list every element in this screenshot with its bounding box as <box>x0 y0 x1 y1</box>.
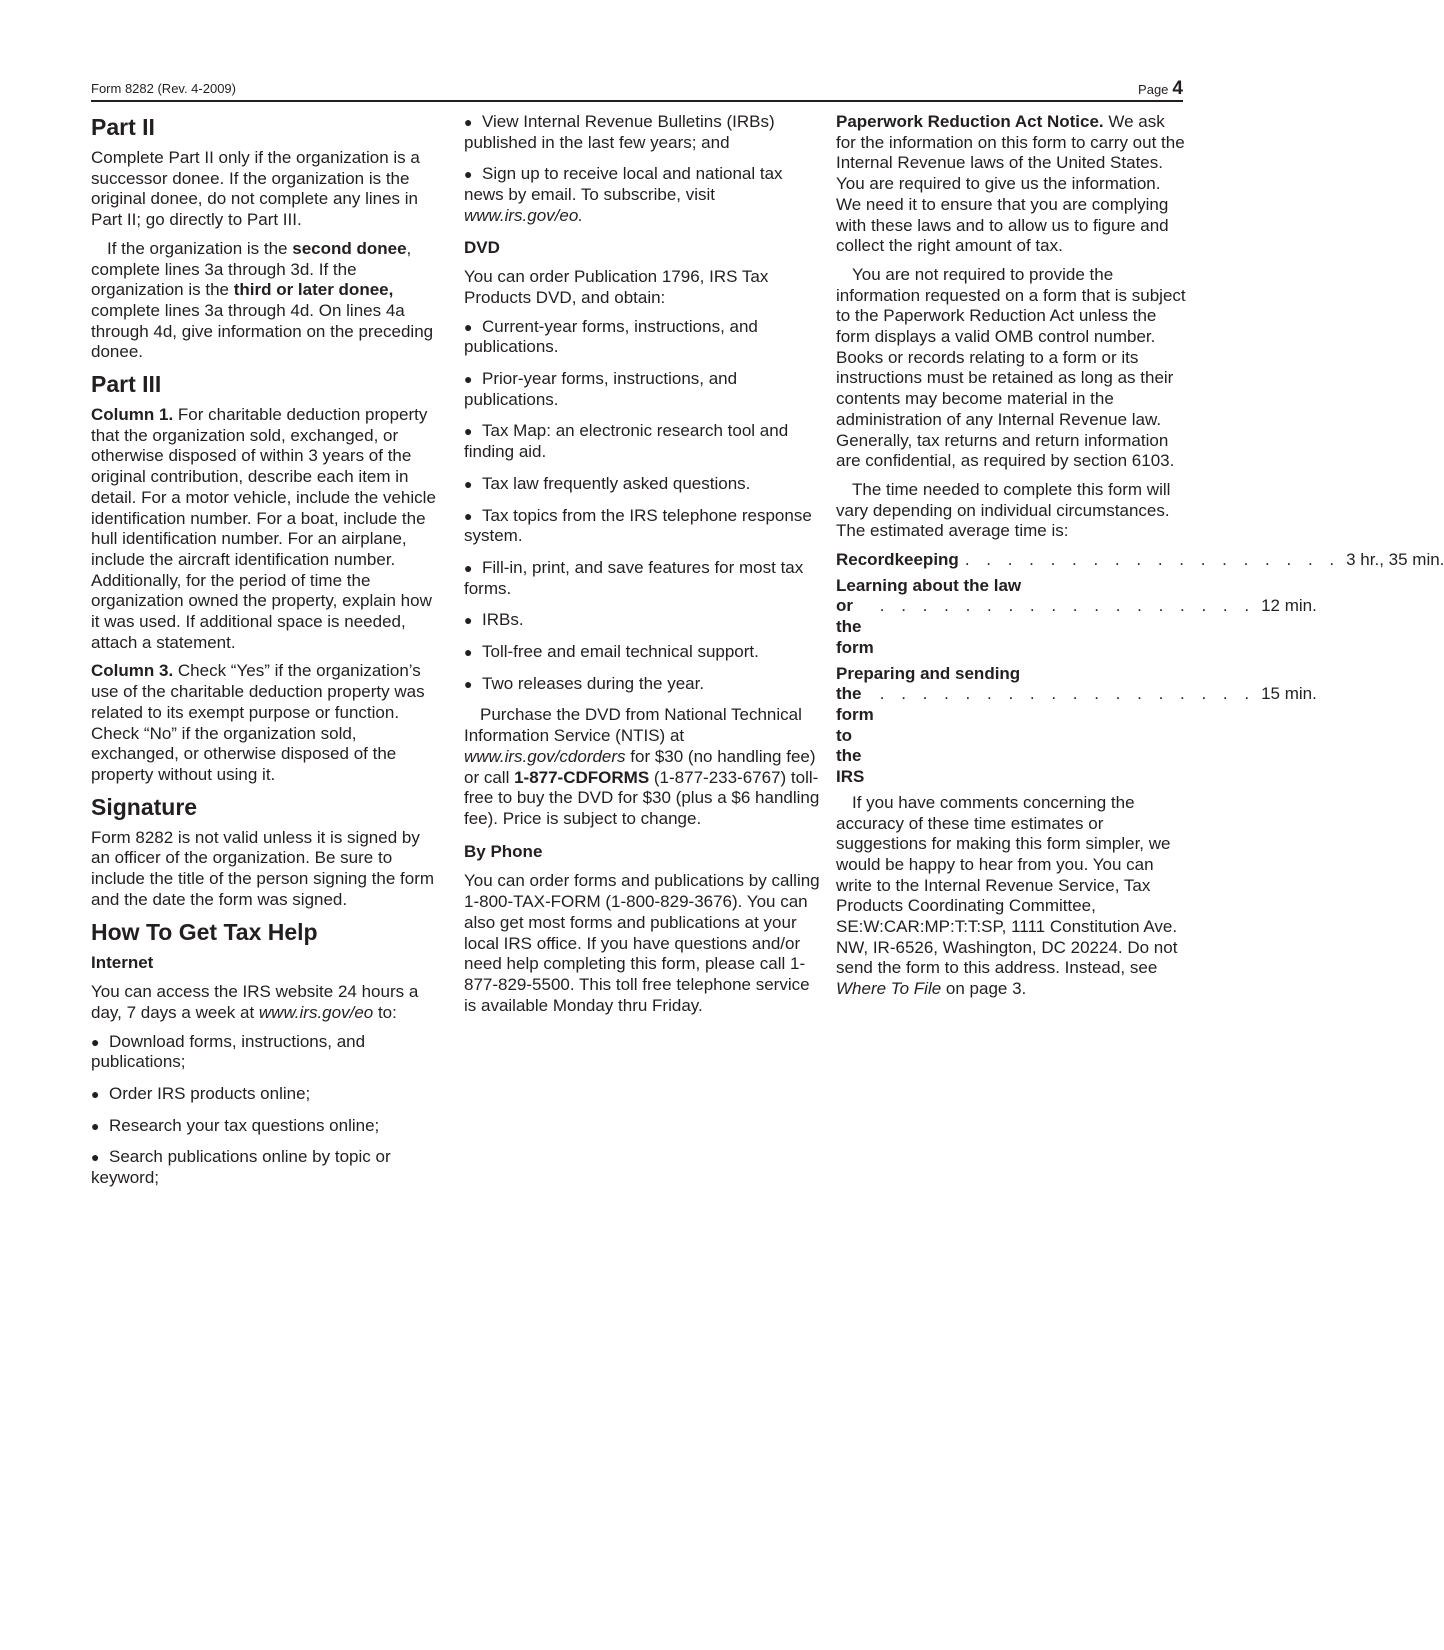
signature-title: Signature <box>91 793 198 820</box>
irs-eo-link[interactable]: www.irs.gov/eo <box>258 1002 374 1022</box>
bullet-icon: ● <box>91 1086 100 1103</box>
bullet-icon: ● <box>464 559 473 576</box>
phone-title: By Phone <box>464 841 543 861</box>
bullet-icon: ● <box>464 166 473 183</box>
list-item: ● Sign up to receive local and national tax news by email. To subscribe, visit www.irs.gov/eo. <box>464 164 783 225</box>
bullet-icon: ● <box>464 612 473 629</box>
bullet-icon: ● <box>464 675 473 692</box>
list-item: ● Research your tax questions online; <box>91 1115 380 1135</box>
part2-p2: If the organization is the second donee, complete lines 3a through 3d. If the organization is the third or later donee, complete lines 3a through 4d. On lines 4a through 4d, give information on the preceding donee. <box>91 238 434 362</box>
irs-eo-subscribe-link[interactable]: www.irs.gov/eo. <box>464 205 584 225</box>
part3-column3: Column 3. Check “Yes” if the organization’s use of the charitable deduction property was related to its exempt purpose or function. Check “No” if the organization sold, exchanged, or otherwise disposed of the property without using it. <box>91 661 425 784</box>
leader-dots: . . . . . . . . . . . . . . . . . . <box>964 550 1341 570</box>
list-item: ● Two releases during the year. <box>464 673 705 693</box>
column-1 <box>91 112 441 1200</box>
bullet-icon: ● <box>464 423 473 440</box>
page-number: Page 4 <box>1138 78 1183 99</box>
list-item: ● Search publications online by topic or keyword; <box>91 1147 391 1188</box>
list-item: ● Toll-free and email technical support. <box>464 642 759 662</box>
bullet-icon: ● <box>91 1117 100 1134</box>
paperwork-p2: You are not required to provide the information requested on a form that is subject to the Paperwork Reduction Act unless the form displays a valid OMB control number. Books or records relating to a form or its instructions must be retained as long as their contents may become material in the administration of any Internal Revenue law. Generally, tax returns and return information are confidential, as required by section 6103. <box>836 264 1186 471</box>
leader-dots: . . . . . . . . . . . . . . . . . . <box>879 596 1256 616</box>
time-row-recordkeeping: Recordkeeping . . . . . . . . . . . . . . . . . . 3 hr., 35 min. <box>836 550 1444 570</box>
list-item: ● Prior-year forms, instructions, and publications. <box>464 369 738 409</box>
bullet-icon: ● <box>464 475 473 492</box>
paperwork-p4: If you have comments concerning the accuracy of these time estimates or suggestions for making this form simpler, we would be happy to hear from you. You can write to the Internal Revenue Service, Tax Products Coordinating Committee, SE:W:CAR:MP:T:T:SP, 1111 Constitution Ave. NW, IR-6526, Washington, DC 20224. Do not send the form to this address. Instead, see Where To File on page 3. <box>836 792 1178 999</box>
column-2 <box>464 112 822 1024</box>
list-item: ● View Internal Revenue Bulletins (IRBs) published in the last few years; and <box>464 112 775 152</box>
list-item: ● Tax topics from the IRS telephone response system. <box>464 505 812 546</box>
form-id: Form 8282 (Rev. 4-2009) <box>91 81 236 96</box>
signature-text: Form 8282 is not valid unless it is signed by an officer of the organization. Be sure to include the title of the person signing the form and the date the form was signed. <box>91 827 435 909</box>
internet-list <box>91 1032 441 1189</box>
part3-title: Part III <box>91 371 162 398</box>
page-header <box>91 78 1183 102</box>
phone-text: You can order forms and publications by calling 1-800-TAX-FORM (1-800-829-3676). You can also get most forms and publications at your local IRS office. If you have questions and/or need help completing this form, please call 1-877-829-5500. This toll free telephone service is available Monday thru Friday. <box>464 871 820 1015</box>
dvd-purchase: Purchase the DVD from National Technical Information Service (NTIS) at www.irs.gov/cdorders for $30 (no handling fee) or call 1-877-CDFORMS (1-877-233-6767) toll-free to buy the DVD for $30 (plus a $6 handling fee). Price is subject to change. <box>464 705 820 828</box>
paperwork-p1: Paperwork Reduction Act Notice. We ask for the information on this form to carry out the Internal Revenue laws of the United States. You are required to give us the information. We need it to ensure that you are complying with these laws and to allow us to figure and collect the right amount of tax. <box>836 112 1185 256</box>
internet-intro: You can access the IRS website 24 hours a day, 7 days a week at www.irs.gov/eo to: <box>91 982 419 1022</box>
tax-help-title: How To Get Tax Help <box>91 918 318 945</box>
part2-title: Part II <box>91 114 155 140</box>
paperwork-p3: The time needed to complete this form will vary depending on individual circumstances. The estimated average time is: <box>836 479 1171 541</box>
time-row-preparing: Preparing and sending the form to the IRS . . . . . . . . . . . . . . . . . . 15 min. <box>836 663 1317 787</box>
part3-column1: Column 1. For charitable deduction property that the organization sold, exchanged, or otherwise disposed of within 3 years of the original contribution, describe each item in detail. For a motor vehicle, include the vehicle identification number. For a boat, include the hull identification number. For an airplane, include the aircraft identification number. Additionally, for the period of time the organization owned the property, explain how it was used. If additional space is needed, attach a statement. <box>91 405 436 652</box>
list-item: ● Current-year forms, instructions, and publications. <box>464 316 758 357</box>
leader-dots: . . . . . . . . . . . . . . . . . . <box>879 684 1256 704</box>
bullet-icon: ● <box>464 644 473 661</box>
bullet-icon: ● <box>464 114 473 130</box>
cdorders-link[interactable]: www.irs.gov/cdorders <box>464 746 626 766</box>
internet-title: Internet <box>91 952 154 972</box>
part2-p1: Complete Part II only if the organization is a successor donee. If the organization is the original donee, do not complete any lines in Part II; go directly to Part III. <box>91 148 420 230</box>
dvd-list <box>464 317 822 695</box>
dvd-intro: You can order Publication 1796, IRS Tax Products DVD, and obtain: <box>464 267 769 307</box>
internet-list-cont <box>464 112 822 227</box>
list-item: ● Fill-in, print, and save features for most tax forms. <box>464 557 804 598</box>
list-item: ● Tax Map: an electronic research tool and finding aid. <box>464 421 789 462</box>
column-3 <box>836 112 1444 1008</box>
list-item: ● Download forms, instructions, and publications; <box>91 1031 366 1072</box>
bullet-icon: ● <box>464 371 473 388</box>
list-item: ● Tax law frequently asked questions. <box>464 473 751 493</box>
bullet-icon: ● <box>464 318 473 335</box>
time-row-learning: Learning about the law or the form . . . . . . . . . . . . . . . . . . 12 min. <box>836 575 1317 657</box>
bullet-icon: ● <box>464 507 473 524</box>
list-item: ● IRBs. <box>464 610 524 630</box>
dvd-title: DVD <box>464 237 500 257</box>
list-item: ● Order IRS products online; <box>91 1084 311 1104</box>
bullet-icon: ● <box>91 1033 100 1050</box>
bullet-icon: ● <box>91 1149 100 1166</box>
